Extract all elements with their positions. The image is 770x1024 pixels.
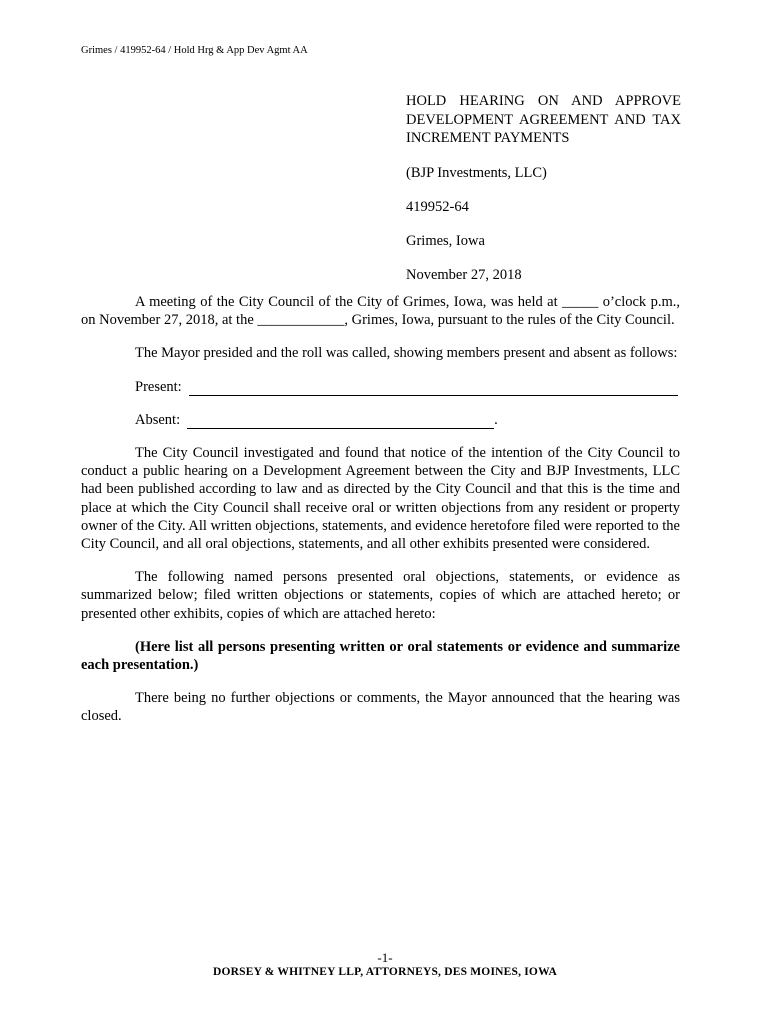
matter-number: 419952-64 [406, 198, 469, 215]
firm-footer: DORSEY & WHITNEY LLP, ATTORNEYS, DES MOINES, IOWA [212, 966, 558, 978]
document-date: November 27, 2018 [406, 266, 522, 283]
absent-label: Absent: [135, 411, 181, 428]
paragraph-roll-call: The Mayor presided and the roll was called, showing members present and absent as follows: [135, 345, 678, 362]
paragraph-investigation: The City Council investigated and found that notice of the intention of the City Council to conduct a public hearing on a Development Agreement between the City and BJP Investments, LLC had been published according to law and as directed by the City Council and that this is the time and place at which the City Council shall receive oral or written objections from any resident or property owner of the City. All written objections, statements, and evidence heretofore filed were reported to the City Council, and all oral objections, statements, and all other exhibits presented were considered. [81, 445, 680, 553]
document-body [81, 293, 680, 741]
absent-period: . [494, 411, 498, 428]
paragraph-named-persons: The following named persons presented oral objections, statements, or evidence as summarized below; filed written objections or statements, copies of which are attached hereto; or presented other exhibits, copies of which are attached hereto: [81, 569, 680, 622]
paragraph-meeting: A meeting of the City Council of the City of Grimes, Iowa, was held at _____ o’clock p.m., on November 27, 2018, at the ____________, Grimes, Iowa, pursuant to the rules of the City Council. [81, 294, 680, 329]
present-blank-line [189, 381, 678, 396]
paragraph-instruction: (Here list all persons presenting written or oral statements or evidence and summarize each presentation.) [81, 638, 680, 674]
page-number: -1- [377, 950, 393, 965]
party-name: (BJP Investments, LLC) [406, 164, 547, 181]
document-title: HOLD HEARING ON AND APPROVE DEVELOPMENT AGREEMENT AND TAX INCREMENT PAYMENTS [406, 93, 681, 146]
paragraph-hearing-closed: There being no further objections or comments, the Mayor announced that the hearing was closed. [81, 690, 680, 725]
absent-row [135, 411, 680, 429]
location: Grimes, Iowa [406, 232, 485, 249]
absent-blank-line [187, 414, 494, 429]
document-reference: Grimes / 419952-64 / Hold Hrg & App Dev Agmt AA [81, 45, 308, 56]
present-row [135, 378, 680, 396]
title-block [406, 92, 681, 300]
present-label: Present: [135, 378, 182, 395]
